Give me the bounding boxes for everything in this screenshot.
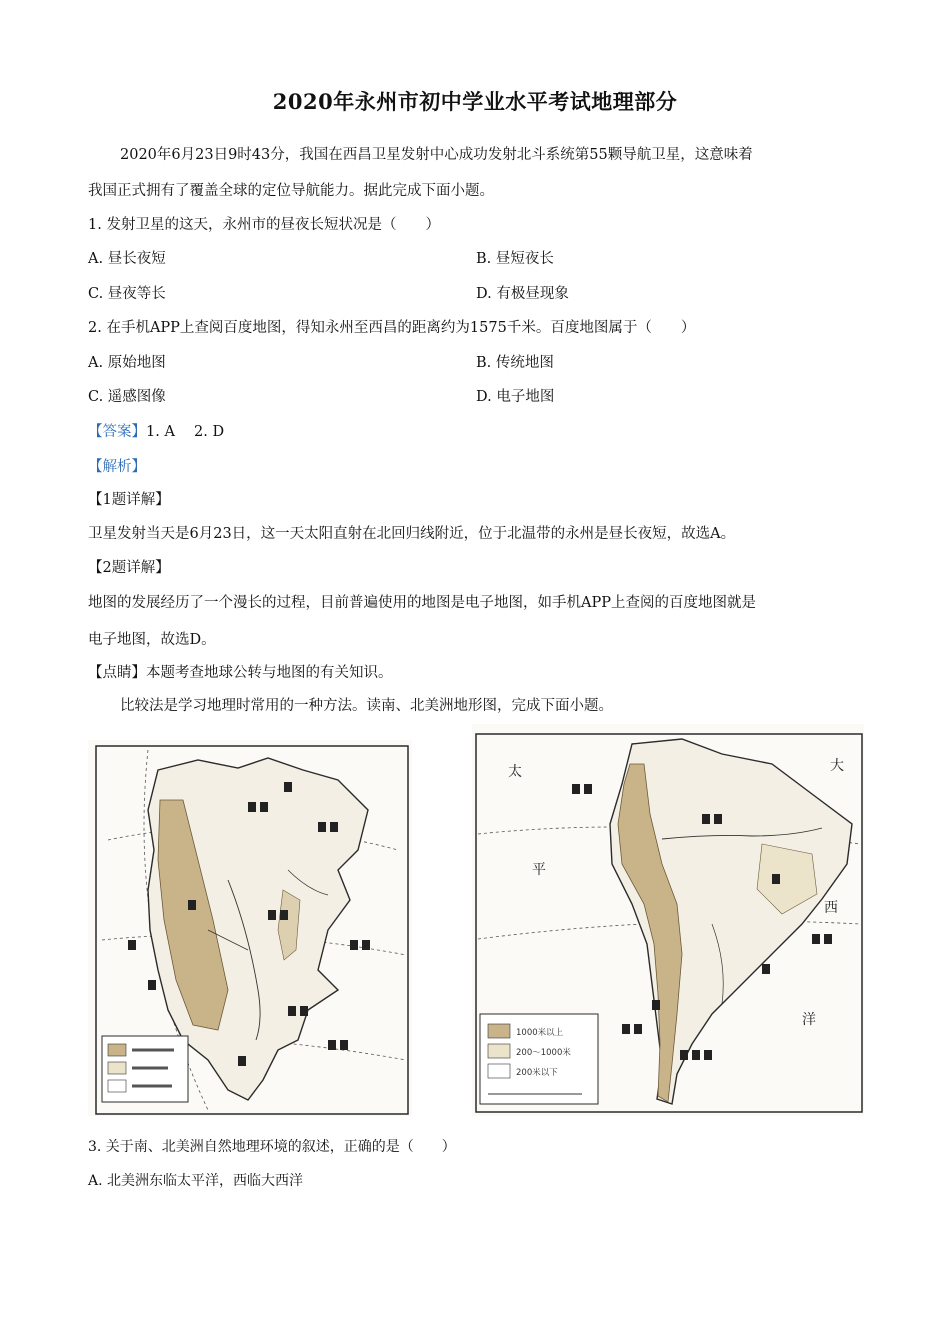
north-america-map-graphic: [88, 740, 412, 1116]
question-3-stem: 3. 关于南、北美洲自然地理环境的叙述，正确的是（ ）: [88, 1139, 456, 1155]
question-2-option-c: C. 遥感图像: [88, 389, 166, 405]
question-1-option-c: C. 昼夜等长: [88, 286, 166, 302]
label-tai: 太: [508, 764, 522, 780]
question-1-option-d: D. 有极昼现象: [476, 286, 569, 302]
answer-row: [88, 422, 224, 442]
south-america-map-graphic: [472, 724, 864, 1116]
detail-1-tag: 【1题详解】: [88, 492, 170, 508]
question-2-option-b: B. 传统地图: [476, 355, 554, 371]
question-2-option-d: D. 电子地图: [476, 389, 555, 405]
detail-2-line-2: 电子地图，故选D。: [88, 632, 216, 648]
detail-1-text: 卫星发射当天是6月23日，这一天太阳直射在北回归线附近，位于北温带的永州是昼长夜短，故选A。: [88, 526, 736, 542]
label-yang: 洋: [802, 1012, 816, 1028]
question-3-option-a: A. 北美洲东临太平洋，西临大西洋: [88, 1173, 304, 1189]
intro-line-2: 我国正式拥有了覆盖全球的定位导航能力。据此完成下面小题。: [88, 183, 494, 199]
question-2-stem: 2. 在手机APP上查阅百度地图，得知永州至西昌的距离约为1575千米。百度地图属于（ ）: [88, 320, 696, 336]
detail-2-tag: 【2题详解】: [88, 560, 170, 576]
answer-text: 1. A 2. D: [146, 424, 225, 440]
comment-row: [88, 663, 393, 683]
label-ping: 平: [532, 862, 546, 878]
legend-mid: 200～1000米: [516, 1048, 571, 1058]
americas-maps-figure: [88, 724, 864, 1116]
question-2-option-a: A. 原始地图: [88, 355, 166, 371]
comment-text: 本题考查地球公转与地图的有关知识。: [146, 665, 393, 681]
question-1-stem: 1. 发射卫星的这天，永州市的昼夜长短状况是（ ）: [88, 217, 440, 233]
label-da: 大: [830, 758, 844, 774]
legend-high: 1000米以上: [516, 1028, 564, 1038]
south-america-map: [472, 724, 864, 1116]
legend-low: 200米以下: [516, 1068, 558, 1078]
detail-2-line-1: 地图的发展经历了一个漫长的过程，目前普遍使用的地图是电子地图，如手机APP上查阅的百度地图就是: [88, 595, 756, 611]
analysis-tag: 【解析】: [88, 459, 146, 475]
label-xi: 西: [824, 900, 838, 916]
question-1-option-a: A. 昼长夜短: [88, 251, 166, 267]
question-1-option-b: B. 昼短夜长: [476, 251, 554, 267]
intro-line-1: 2020年6月23日9时43分，我国在西昌卫星发射中心成功发射北斗系统第55颗导航卫星，这意味着: [120, 147, 753, 163]
answer-tag: 【答案】: [88, 424, 146, 440]
intro-2: 比较法是学习地理时常用的一种方法。读南、北美洲地形图，完成下面小题。: [120, 698, 613, 714]
page-title: 2020年永州市初中学业水平考试地理部分: [272, 89, 678, 114]
comment-tag: 【点睛】: [88, 665, 146, 681]
north-america-map: [88, 740, 412, 1116]
